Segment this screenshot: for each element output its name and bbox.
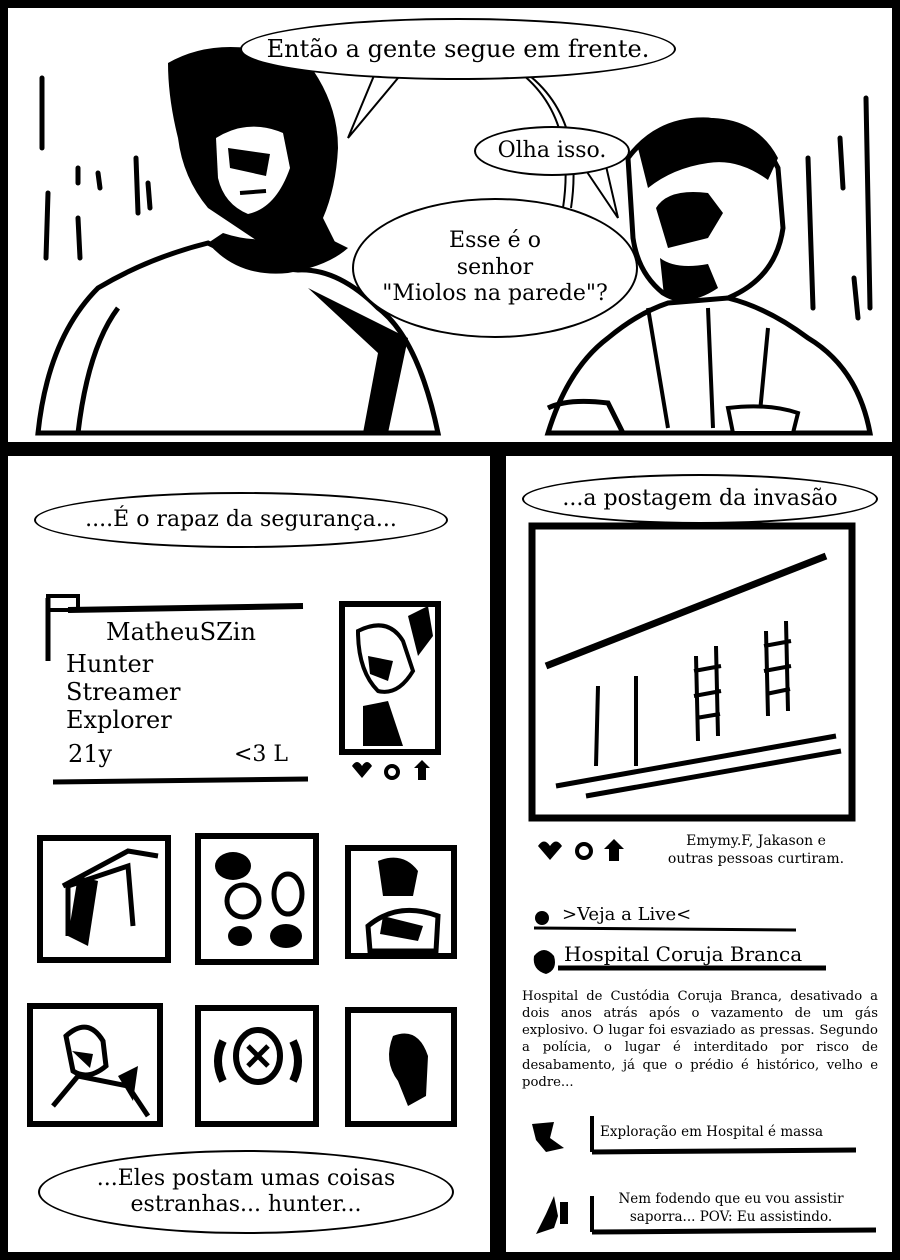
profile-bio-line: Explorer xyxy=(66,706,172,734)
comment-text: Exploração em Hospital é massa xyxy=(600,1124,824,1140)
caption-bubble-top: ...a postagem da invasão xyxy=(522,474,878,524)
speech-bubble-3: Esse é o senhor "Miolos na parede"? xyxy=(352,198,638,338)
comment-text: Nem fodendo que eu vou assistir saporra... POV: Eu assistindo. xyxy=(618,1191,844,1226)
profile-likes: <3 L xyxy=(234,742,289,767)
profile-bio-line: Hunter xyxy=(66,650,154,678)
caption-bubble-bottom: ...Eles postam umas coisas estranhas... hunter... xyxy=(38,1150,454,1234)
panel-left-artwork xyxy=(8,456,490,1252)
speech-bubble-2: Olha isso. xyxy=(474,126,630,176)
caption-bubble-top: ....É o rapaz da segurança... xyxy=(34,492,448,548)
live-link[interactable]: >Veja a Live< xyxy=(562,904,692,925)
panel-top xyxy=(8,8,892,442)
profile-age: 21y xyxy=(68,740,113,768)
profile-username[interactable]: MatheuSZin xyxy=(106,618,256,646)
liked-by-text: Emymy.F, Jakason e outras pessoas curtiram. xyxy=(667,833,845,868)
profile-bio-line: Streamer xyxy=(66,678,181,706)
speech-bubble-1: Então a gente segue em frente. xyxy=(240,18,676,80)
panel-left xyxy=(8,456,490,1252)
location-tag[interactable]: Hospital Coruja Branca xyxy=(564,942,803,966)
panel-right xyxy=(506,456,892,1252)
post-description: Hospital de Custódia Coruja Branca, desativado a dois anos atrás após o vazamento de um gás explosivo. O lugar foi esvaziado as pressas. Segundo a polícia, o lugar é interditado por risco de desabamento, já que o prédio é histórico, velho e podre... xyxy=(522,989,878,1090)
